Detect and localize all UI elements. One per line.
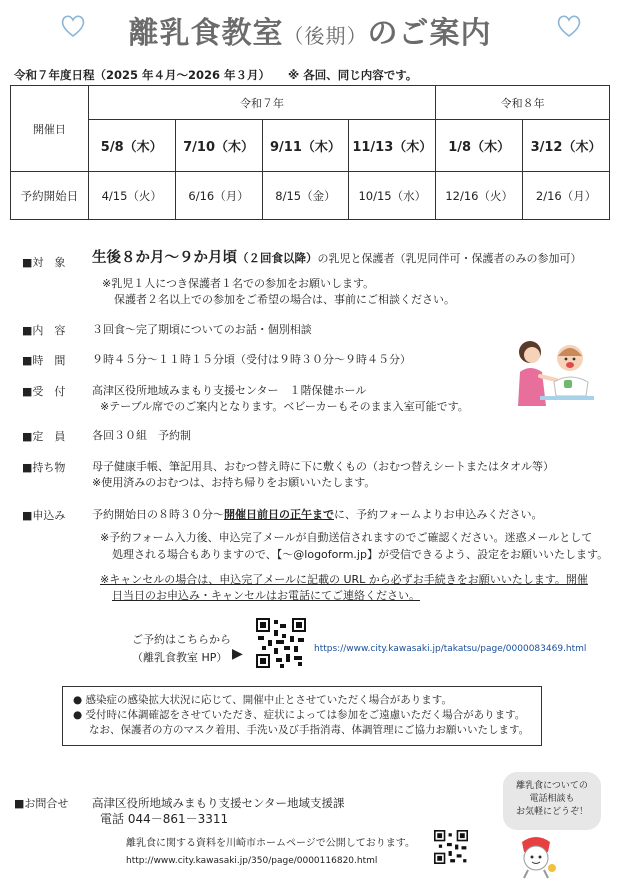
contact-org: 高津区役所地域みまもり支援センター地域支援課 [92, 796, 345, 810]
apply-note-2: 処理される場合もありますので、【～@logoform.jp】が受信できるよう、設定をお願いいたします。 [112, 548, 609, 561]
apply-label: ■申込み [22, 509, 66, 522]
footer-text: 離乳食に関する資料を川崎市ホームページで公開しております。 [126, 838, 415, 849]
mother-baby-illustration [510, 336, 598, 408]
footer-url[interactable]: http://www.city.kawasaki.jp/350/page/0000116820.html [126, 856, 378, 866]
capacity-text: 各回３０組 予約制 [92, 429, 191, 442]
contact-phone: 電話 044－861－3311 [100, 812, 229, 826]
date-cell: 9/11（木） [262, 120, 349, 172]
notice-box [62, 686, 542, 746]
row-label-open: 予約開始日 [11, 172, 89, 220]
arrow-icon: ▶ [232, 646, 243, 662]
target-label: ■対 象 [22, 256, 66, 269]
qr-code-reserve[interactable] [256, 618, 306, 668]
content-label: ■内 容 [22, 324, 66, 337]
venue-note: ※テーブル席でのご案内となります。ベビーカーもそのまま入室可能です。 [100, 400, 469, 413]
reserve-url[interactable]: https://www.city.kawasaki.jp/takatsu/page/0000083469.html [314, 644, 587, 654]
target-text: 生後８か月～９か月頃（２回食以降）の乳児と保護者（乳児同伴可・保護者のみの参加可） [92, 250, 582, 266]
items-note: ※使用済みのおむつは、お持ち帰りをお願いいたします。 [92, 476, 376, 489]
date-cell: 7/10（木） [175, 120, 262, 172]
page-title: 離乳食教室（後期）のご案内 [128, 16, 492, 51]
phone-consult-bubble [503, 772, 601, 830]
open-date-cell: 10/15（水） [349, 172, 436, 220]
row-label-date: 開催日 [11, 86, 89, 172]
time-label: ■時 間 [22, 354, 66, 367]
date-cell: 1/8（木） [436, 120, 523, 172]
bubble-line-2: 電話相談も [529, 794, 575, 804]
schedule-table [10, 85, 610, 220]
cancel-note-1: ※キャンセルの場合は、申込完了メールに記載の URL から必ずお手続きをお願いいたします。開催 [100, 573, 588, 586]
apply-text: 予約開始日の８時３０分～開催日前日の正午までに、予約フォームよりお申込みください。 [92, 508, 543, 521]
target-note-2: 保護者２名以上での参加をご希望の場合は、事前にご相談ください。 [114, 293, 455, 306]
reserve-line-1: ご予約はこちらから [132, 633, 231, 646]
open-date-cell: 8/15（金） [262, 172, 349, 220]
capacity-label: ■定 員 [22, 430, 66, 443]
items-label: ■持ち物 [22, 461, 66, 474]
era-r8: 令和８年 [436, 86, 610, 120]
date-cell: 5/8（木） [88, 120, 175, 172]
items-text: 母子健康手帳、筆記用具、おむつ替え時に下に敷くもの（おむつ替えシートまたはタオル等） [92, 460, 554, 473]
notice-1: ● 感染症の感染拡大状況に応じて、開催中止とさせていただく場合があります。 [73, 694, 452, 706]
target-note-1: ※乳児１人につき保護者１名での参加をお願いします。 [102, 277, 375, 290]
bubble-line-3: お気軽にどうぞ！ [515, 807, 588, 817]
venue-label: ■受 付 [22, 385, 66, 398]
mascot-illustration [514, 832, 558, 880]
open-date-cell: 4/15（火） [88, 172, 175, 220]
open-date-cell: 6/16（月） [175, 172, 262, 220]
date-cell: 3/12（木） [523, 120, 610, 172]
reserve-line-2: （離乳食教室 HP） [132, 651, 228, 664]
qr-code-footer[interactable] [434, 830, 468, 864]
schedule-heading: 令和７年度日程（2025 年４月～2026 年３月） ※ 各回、同じ内容です。 [14, 68, 418, 82]
notice-3: なお、保護者の方のマスク着用、手洗い及び手指消毒、体調管理にご協力お願いいたします。 [89, 724, 530, 736]
bubble-line-1: 離乳食についての [516, 781, 588, 791]
content-text: ３回食～完了期頃についてのお話・個別相談 [92, 323, 312, 336]
date-cell: 11/13（木） [349, 120, 436, 172]
open-date-cell: 12/16（火） [436, 172, 523, 220]
open-date-cell: 2/16（月） [523, 172, 610, 220]
contact-label: ■お問合せ [14, 797, 69, 810]
apply-note-1: ※予約フォーム入力後、申込完了メールが自動送信されますのでご確認ください。迷惑メールとして [100, 531, 593, 544]
venue-text: 高津区役所地域みまもり支援センター １階保健ホール [92, 384, 367, 397]
time-text: ９時４５分～１１時１５分頃（受付は９時３０分～９時４５分） [92, 353, 411, 366]
notice-2: ● 受付時に体調確認をさせていただき、症状によっては参加をご遠慮いただく場合があります。 [73, 709, 526, 721]
cancel-note-2: 日当日のお申込み・キャンセルはお電話にてご連絡ください。 [112, 589, 420, 602]
era-r7: 令和７年 [88, 86, 435, 120]
